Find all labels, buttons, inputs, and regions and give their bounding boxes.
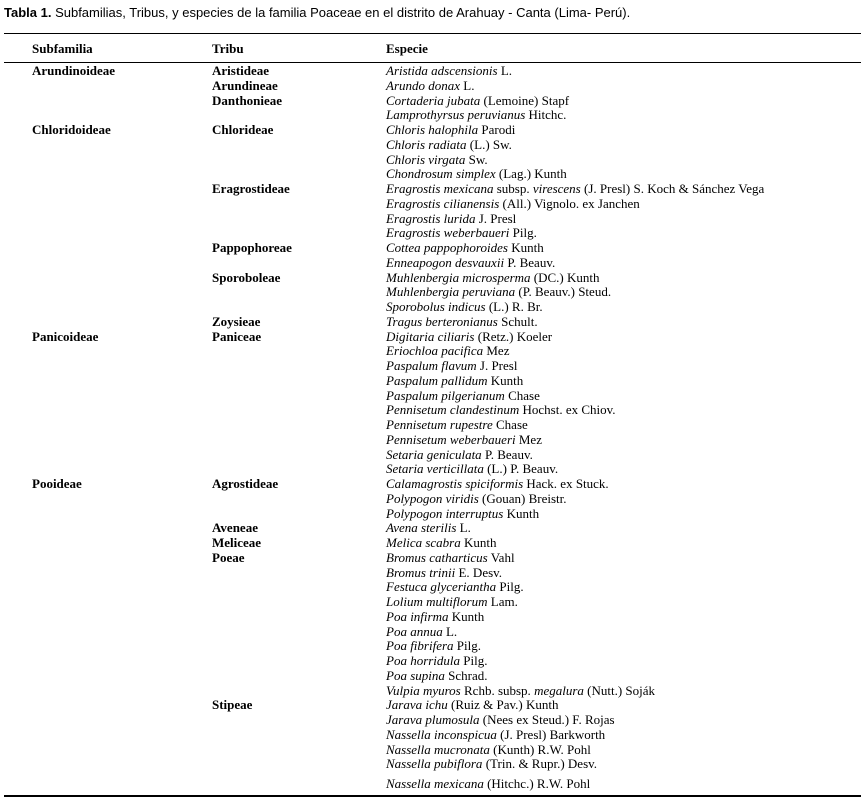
species-author: (Ruiz & Pav.) Kunth bbox=[447, 697, 559, 713]
table-top-rule bbox=[4, 33, 861, 34]
species-name: Lamprothyrsus peruvianus bbox=[386, 107, 526, 123]
species-author: J. Presl bbox=[476, 358, 518, 373]
especie-cell bbox=[386, 551, 515, 566]
species-author: L. bbox=[460, 77, 475, 93]
table-row bbox=[0, 551, 865, 566]
species-name: Avena sterilis bbox=[386, 520, 457, 536]
species-author: Mez bbox=[483, 343, 510, 359]
species-name: Tragus berteronianus bbox=[386, 313, 498, 329]
species-author: (Kunth) R.W. Pohl bbox=[489, 741, 591, 757]
species-name: Vulpia myuros bbox=[386, 682, 461, 698]
species-name: Lolium multiflorum bbox=[386, 594, 488, 609]
species-author: Schrad. bbox=[444, 667, 488, 683]
species-author: Lam. bbox=[487, 594, 518, 609]
species-name: Calamagrostis spiciformis bbox=[386, 476, 524, 491]
species-author: subsp. bbox=[493, 181, 533, 196]
species-author: Kunth bbox=[460, 535, 497, 550]
subfamilia-cell: Panicoideae bbox=[32, 328, 99, 344]
especie-cell bbox=[386, 728, 605, 743]
especie-cell bbox=[386, 330, 552, 345]
especie-cell bbox=[386, 285, 611, 300]
especie-cell bbox=[386, 153, 488, 168]
especie-cell bbox=[386, 580, 524, 595]
especie-cell bbox=[386, 256, 555, 271]
especie-cell bbox=[386, 167, 567, 182]
especie-cell bbox=[386, 226, 537, 241]
species-author: (L.) Sw. bbox=[466, 136, 512, 152]
subfamilia-cell: Arundinoideae bbox=[32, 63, 116, 78]
tribu-cell: Agrostideae bbox=[212, 476, 279, 491]
species-name: Poa annua bbox=[386, 623, 443, 639]
species-name: Aristida adscensionis bbox=[386, 63, 498, 78]
species-name: Bromus trinii bbox=[386, 564, 456, 580]
table-row bbox=[0, 285, 865, 300]
species-name: Eragrostis lurida bbox=[386, 210, 476, 226]
species-name: Jarava plumosula bbox=[386, 712, 480, 727]
species-name: Nassella mucronata bbox=[386, 741, 490, 757]
species-author: Pilg. bbox=[460, 653, 488, 668]
species-author: Pilg. bbox=[453, 638, 481, 654]
especie-cell bbox=[386, 625, 457, 640]
species-name: Eriochloa pacifica bbox=[386, 343, 484, 359]
especie-cell bbox=[386, 462, 558, 477]
species-author: (Gouan) Breistr. bbox=[478, 490, 567, 506]
table-row bbox=[0, 271, 865, 286]
especie-cell bbox=[386, 315, 538, 330]
species-name: Melica scabra bbox=[386, 535, 461, 550]
species-name: Pennisetum rupestre bbox=[386, 417, 493, 432]
especie-cell bbox=[386, 521, 471, 536]
especie-cell bbox=[386, 108, 566, 123]
infraspecific-author: (J. Presl) S. Koch & Sánchez Vega bbox=[580, 181, 765, 196]
species-name: Enneapogon desvauxii bbox=[386, 254, 505, 270]
table-row bbox=[0, 418, 865, 433]
table-row bbox=[0, 669, 865, 684]
especie-cell bbox=[386, 94, 569, 109]
especie-cell bbox=[386, 777, 590, 792]
table-row bbox=[0, 654, 865, 669]
species-name: Pennisetum weberbaueri bbox=[386, 431, 516, 447]
species-name: Muhlenbergia peruviana bbox=[386, 284, 516, 300]
tribu-cell: Poeae bbox=[212, 549, 245, 565]
infraspecific-name: megalura bbox=[534, 682, 584, 698]
species-name: Poa infirma bbox=[386, 608, 449, 624]
especie-cell bbox=[386, 79, 474, 94]
table-row bbox=[0, 64, 865, 79]
species-name: Chloris halophila bbox=[386, 122, 479, 137]
table-row bbox=[0, 743, 865, 758]
table-row bbox=[0, 359, 865, 374]
species-author: Pilg. bbox=[509, 225, 537, 241]
especie-cell bbox=[386, 241, 544, 256]
especie-cell bbox=[386, 212, 516, 227]
especie-cell bbox=[386, 448, 533, 463]
species-author: (P. Beauv.) Steud. bbox=[515, 284, 612, 300]
species-name: Polypogon interruptus bbox=[386, 505, 504, 521]
species-author: P. Beauv. bbox=[504, 254, 556, 270]
species-author: P. Beauv. bbox=[481, 446, 533, 462]
table-row bbox=[0, 226, 865, 241]
table-caption-text: Subfamilias, Tribus, y especies de la familia Poaceae en el distrito de Arahuay - Canta (Lima- Perú). bbox=[51, 5, 631, 20]
header-subfamilia: Subfamilia bbox=[32, 41, 93, 56]
species-name: Nassella inconspicua bbox=[386, 726, 497, 742]
table-row bbox=[0, 521, 865, 536]
table-row bbox=[0, 713, 865, 728]
table-row bbox=[0, 403, 865, 418]
table-row bbox=[0, 182, 865, 197]
table-row bbox=[0, 492, 865, 507]
infraspecific-author: (Nutt.) Soják bbox=[583, 682, 656, 698]
species-name: Pennisetum clandestinum bbox=[386, 402, 520, 418]
species-name: Festuca glyceriantha bbox=[386, 579, 497, 595]
species-name: Cottea pappophoroides bbox=[386, 240, 508, 255]
table-row bbox=[0, 777, 865, 792]
table-row bbox=[0, 757, 865, 772]
table-row bbox=[0, 138, 865, 153]
table-row bbox=[0, 433, 865, 448]
species-author: Vahl bbox=[487, 549, 515, 565]
table-row bbox=[0, 639, 865, 654]
table-row bbox=[0, 374, 865, 389]
species-author: Kunth bbox=[448, 608, 485, 624]
header-tribu: Tribu bbox=[212, 41, 244, 56]
species-author: Schult. bbox=[497, 313, 538, 329]
species-author: Kunth bbox=[507, 240, 544, 255]
tribu-cell: Aveneae bbox=[212, 520, 258, 536]
table-row bbox=[0, 580, 865, 595]
species-author: (L.) P. Beauv. bbox=[483, 461, 559, 477]
table-row bbox=[0, 448, 865, 463]
species-author: (Lag.) Kunth bbox=[495, 166, 567, 182]
subfamilia-cell: Pooideae bbox=[32, 476, 82, 491]
especie-cell bbox=[386, 639, 481, 654]
species-author: L. bbox=[497, 63, 513, 78]
species-author: (All.) Vignolo. ex Janchen bbox=[499, 195, 640, 211]
especie-cell bbox=[386, 743, 591, 758]
table-row bbox=[0, 477, 865, 492]
species-author: Sw. bbox=[465, 151, 488, 167]
species-name: Sporobolus indicus bbox=[386, 299, 486, 314]
especie-cell bbox=[386, 300, 543, 315]
especie-cell bbox=[386, 271, 600, 286]
especie-cell bbox=[386, 684, 655, 699]
table-row bbox=[0, 389, 865, 404]
table-row bbox=[0, 595, 865, 610]
especie-cell bbox=[386, 389, 540, 404]
table-row bbox=[0, 153, 865, 168]
especie-cell bbox=[386, 403, 616, 418]
species-name: Arundo donax bbox=[386, 77, 461, 93]
species-name: Jarava ichu bbox=[386, 697, 448, 713]
especie-cell bbox=[386, 536, 496, 551]
table-row bbox=[0, 197, 865, 212]
species-name: Poa horridula bbox=[386, 653, 461, 668]
species-author: Mez bbox=[515, 431, 542, 447]
especie-cell bbox=[386, 492, 567, 507]
species-author: (Hitchc.) R.W. Pohl bbox=[483, 776, 591, 791]
species-name: Muhlenbergia microsperma bbox=[386, 269, 531, 285]
species-name: Cortaderia jubata bbox=[386, 92, 481, 108]
table-row bbox=[0, 123, 865, 138]
table-row bbox=[0, 79, 865, 94]
table-row bbox=[0, 507, 865, 522]
table-row bbox=[0, 330, 865, 345]
especie-cell bbox=[386, 374, 523, 389]
table-row bbox=[0, 241, 865, 256]
tribu-cell: Sporoboleae bbox=[212, 269, 281, 285]
species-author: (DC.) Kunth bbox=[530, 269, 600, 285]
species-author: (J. Presl) Barkworth bbox=[496, 726, 606, 742]
table-caption-label: Tabla 1. bbox=[4, 5, 52, 20]
species-author: Pilg. bbox=[496, 579, 524, 595]
especie-cell bbox=[386, 595, 518, 610]
species-name: Poa fibrifera bbox=[386, 638, 454, 654]
species-author: J. Presl bbox=[475, 210, 517, 226]
species-author: Kunth bbox=[487, 372, 524, 388]
tribu-cell: Meliceae bbox=[212, 535, 262, 550]
species-name: Eragrostis cilianensis bbox=[386, 195, 500, 211]
especie-cell bbox=[386, 123, 515, 138]
especie-cell bbox=[386, 477, 609, 492]
tribu-cell: Pappophoreae bbox=[212, 240, 292, 255]
species-name: Nassella mexicana bbox=[386, 776, 484, 791]
table-row bbox=[0, 698, 865, 713]
table-row bbox=[0, 462, 865, 477]
especie-cell bbox=[386, 654, 488, 669]
species-name: Chloris radiata bbox=[386, 136, 467, 152]
species-name: Eragrostis weberbaueri bbox=[386, 225, 510, 241]
table-row bbox=[0, 167, 865, 182]
tribu-cell: Eragrostideae bbox=[212, 181, 290, 196]
table-row bbox=[0, 108, 865, 123]
species-author: (Trin. & Rupr.) Desv. bbox=[482, 756, 598, 772]
especie-cell bbox=[386, 197, 640, 212]
species-name: Poa supina bbox=[386, 667, 445, 683]
tribu-cell: Stipeae bbox=[212, 697, 253, 713]
especie-cell bbox=[386, 669, 487, 684]
especie-cell bbox=[386, 138, 512, 153]
species-name: Nassella pubiflora bbox=[386, 756, 483, 772]
species-author: Hack. ex Stuck. bbox=[523, 476, 609, 491]
species-author: Hitchc. bbox=[525, 107, 567, 123]
header-especie: Especie bbox=[386, 41, 428, 56]
tribu-cell: Paniceae bbox=[212, 328, 262, 344]
especie-cell bbox=[386, 698, 558, 713]
table-row bbox=[0, 625, 865, 640]
species-name: Paspalum pilgerianum bbox=[386, 387, 505, 403]
species-author: Kunth bbox=[503, 505, 540, 521]
table-row bbox=[0, 610, 865, 625]
tribu-cell: Aristideae bbox=[212, 63, 270, 78]
species-author: L. bbox=[442, 623, 458, 639]
species-author: (Lemoine) Stapf bbox=[480, 92, 570, 108]
species-author: Hochst. ex Chiov. bbox=[519, 402, 616, 418]
tribu-cell: Arundineae bbox=[212, 77, 278, 93]
especie-cell bbox=[386, 64, 512, 79]
species-author: (L.) R. Br. bbox=[485, 299, 543, 314]
especie-cell bbox=[386, 566, 502, 581]
table-body bbox=[0, 64, 865, 792]
especie-cell bbox=[386, 344, 509, 359]
species-name: Setaria geniculata bbox=[386, 446, 482, 462]
species-author: (Nees ex Steud.) F. Rojas bbox=[479, 712, 615, 727]
especie-cell bbox=[386, 713, 615, 728]
infraspecific-name: virescens bbox=[532, 181, 581, 196]
species-name: Chondrosum simplex bbox=[386, 166, 496, 182]
species-name: Paspalum pallidum bbox=[386, 372, 488, 388]
table-row bbox=[0, 536, 865, 551]
especie-cell bbox=[386, 757, 597, 772]
species-author: Rchb. subsp. bbox=[460, 682, 535, 698]
table-row bbox=[0, 684, 865, 699]
table-row bbox=[0, 344, 865, 359]
especie-cell bbox=[386, 507, 539, 522]
table-caption bbox=[4, 5, 630, 20]
species-author: E. Desv. bbox=[455, 564, 503, 580]
species-author: Chase bbox=[492, 417, 528, 432]
species-name: Chloris virgata bbox=[386, 151, 466, 167]
species-author: Chase bbox=[504, 387, 540, 403]
species-name: Bromus catharticus bbox=[386, 549, 488, 565]
subfamilia-cell: Chloridoideae bbox=[32, 122, 111, 137]
species-name: Paspalum flavum bbox=[386, 358, 477, 373]
tribu-cell: Zoysieae bbox=[212, 313, 261, 329]
species-name: Polypogon viridis bbox=[386, 490, 479, 506]
especie-cell bbox=[386, 359, 517, 374]
species-author: (Retz.) Koeler bbox=[474, 328, 553, 344]
table-row bbox=[0, 566, 865, 581]
species-name: Setaria verticillata bbox=[386, 461, 484, 477]
especie-cell bbox=[386, 610, 484, 625]
especie-cell bbox=[386, 418, 528, 433]
species-name: Digitaria ciliaris bbox=[386, 328, 475, 344]
especie-cell bbox=[386, 433, 542, 448]
table-row bbox=[0, 728, 865, 743]
table-row bbox=[0, 300, 865, 315]
table-row bbox=[0, 212, 865, 227]
especie-cell bbox=[386, 182, 764, 197]
table-bottom-rule bbox=[4, 795, 861, 797]
table-row bbox=[0, 256, 865, 271]
table-row bbox=[0, 94, 865, 109]
tribu-cell: Danthonieae bbox=[212, 92, 283, 108]
species-author: Parodi bbox=[478, 122, 516, 137]
species-name: Eragrostis mexicana bbox=[386, 181, 494, 196]
tribu-cell: Chlorideae bbox=[212, 122, 274, 137]
species-author: L. bbox=[456, 520, 471, 536]
table-row bbox=[0, 315, 865, 330]
